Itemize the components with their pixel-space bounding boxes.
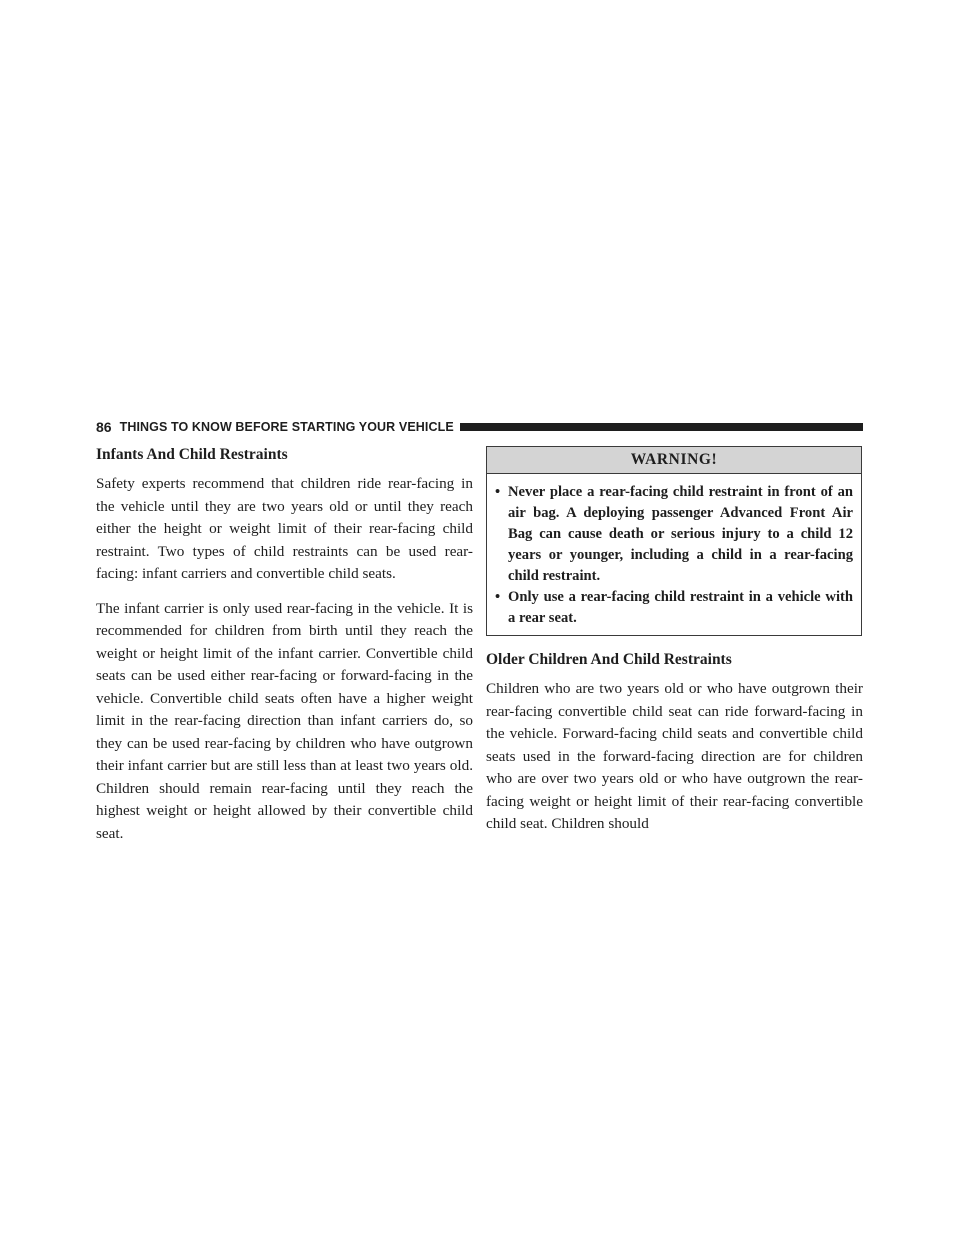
warning-item: [495, 482, 853, 587]
bullet-icon: •: [495, 484, 501, 500]
chapter-title: THINGS TO KNOW BEFORE STARTING YOUR VEHICLE: [119, 420, 454, 434]
page-header: [96, 417, 863, 437]
warning-box: [486, 446, 862, 636]
warning-item: [495, 587, 853, 629]
section-heading-older-children: Older Children And Child Restraints: [486, 651, 732, 668]
warning-title: WARNING!: [487, 447, 861, 474]
warning-item-text: Never place a rear-facing child restraint in front of an air bag. A deploying passenger Advanced Front Air Bag can cause death or serious injury to a child 12 years or younger, including a child in a rear-facing child restraint.: [508, 484, 853, 584]
page-number: 86: [96, 419, 112, 435]
section-heading-infants: Infants And Child Restraints: [96, 446, 288, 463]
bullet-icon: •: [495, 589, 501, 605]
paragraph: Children who are two years old or who have outgrown their rear-facing convertible child seat can ride forward-facing in the vehicle. Forward-facing child seats and convertible child seats used in the forward-facing direction are for children who are over two years old or who have outgrown the rear-facing weight or height limit of their rear-facing convertible child seat. Children should: [486, 680, 863, 832]
paragraph: The infant carrier is only used rear-facing in the vehicle. It is recommended for children from birth until they reach the weight or height limit of the infant carrier. Convertible child seats can be used either rear-facing or forward-facing in the vehicle. Convertible child seats often have a higher weight limit in the rear-facing direction than infant carriers do, so they can be used rear-facing by children who have outgrown their infant carrier but are still less than at least two years old. Children should remain rear-facing until they reach the highest weight or height allowed by their convertible child seat.: [96, 599, 473, 842]
paragraph: Safety experts recommend that children ride rear-facing in the vehicle until they are two years old or until they reach either the height or weight limit of their rear-facing child restraint. Two types of child restraints can be used rear-facing: infant carriers and convertible child seats.: [96, 475, 473, 582]
header-rule: [460, 423, 863, 431]
right-column: [486, 446, 863, 848]
left-column: [96, 445, 473, 857]
warning-list: [487, 474, 861, 635]
warning-item-text: Only use a rear-facing child restraint in a vehicle with a rear seat.: [508, 589, 853, 626]
